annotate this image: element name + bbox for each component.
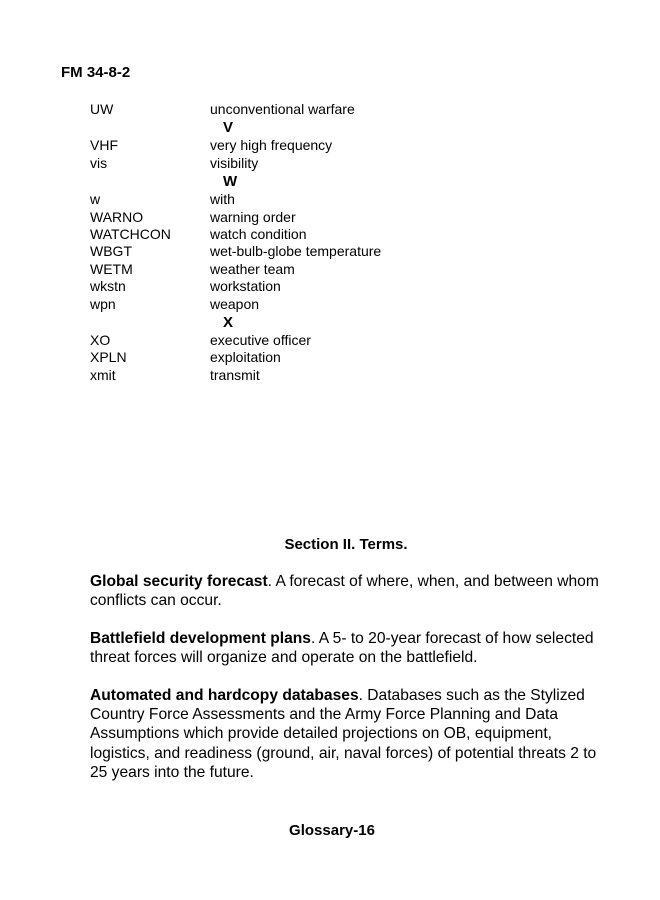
abbreviation-meaning: warning order [210,208,296,225]
abbreviation-row [90,155,510,172]
term-entry [90,572,600,611]
abbreviation-meaning: exploitation [210,349,281,366]
abbreviation-meaning: with [210,191,235,208]
term-name: Global security forecast [90,573,268,590]
term-name: Automated and hardcopy databases [90,686,359,704]
abbreviation-row [90,243,510,260]
term-entry [90,629,600,668]
abbreviation-row [90,278,510,295]
abbreviation-row [90,191,510,208]
abbreviation: vis [90,154,108,171]
letter-heading: W [223,173,238,191]
abbreviation-meaning: transmit [210,366,260,383]
abbreviation-row [90,137,510,154]
section-title: Section II. Terms. [284,536,408,553]
abbreviation: WBGT [90,243,132,260]
abbreviation-meaning: executive officer [210,331,311,348]
abbreviation-row [90,296,510,313]
abbreviation-meaning: unconventional warfare [210,101,355,117]
abbreviation-list [90,101,510,384]
term-definition: . A forecast of where, when, and between whom conflicts can occur. [90,573,599,610]
abbreviation: wkstn [90,278,126,295]
abbreviation: UW [90,101,114,117]
letter-heading: V [223,119,234,137]
abbreviation-meaning: watch condition [210,225,307,242]
abbreviation: w [90,191,101,208]
abbreviation-meaning: visibility [210,154,259,171]
abbreviation: WETM [90,260,133,277]
abbreviation: wpn [90,295,116,312]
terms-list [90,572,600,801]
abbreviation: xmit [90,366,116,383]
abbreviation-meaning: weapon [210,295,260,312]
abbreviation-row [90,209,510,226]
abbreviation-meaning: weather team [210,260,295,277]
abbreviation-row [90,226,510,243]
abbreviation-row [90,349,510,366]
term-entry [90,686,600,783]
abbreviation-row [90,332,510,349]
abbreviation: WARNO [90,208,144,225]
abbreviation: XO [90,331,111,348]
abbreviation-row [90,367,510,384]
abbreviation-meaning: very high frequency [210,137,333,154]
term-definition: . Databases such as the Stylized Country Force Assessments and the Army Force Planning and Data Assumptions which provide detailed projections on OB, equipment, logistics, and readiness (ground, air, naval forces) of potential threats 2 to 25 years into the future. [90,686,597,782]
term-definition: . A 5- to 20-year forecast of how selected threat forces will organize and operate on the battlefield. [90,629,594,667]
abbreviation: WATCHCON [90,225,171,242]
abbreviation-meaning: wet-bulb-globe temperature [210,243,382,260]
term-name: Battlefield development plans [90,629,311,647]
page-footer: Glossary-16 [289,822,375,839]
abbreviation-meaning: workstation [210,278,281,295]
abbreviation: XPLN [90,349,127,366]
document-id: FM 34-8-2 [61,64,131,81]
abbreviation-row [90,101,510,118]
abbreviation-row [90,261,510,278]
abbreviation: VHF [90,137,118,154]
letter-heading: X [223,313,234,331]
